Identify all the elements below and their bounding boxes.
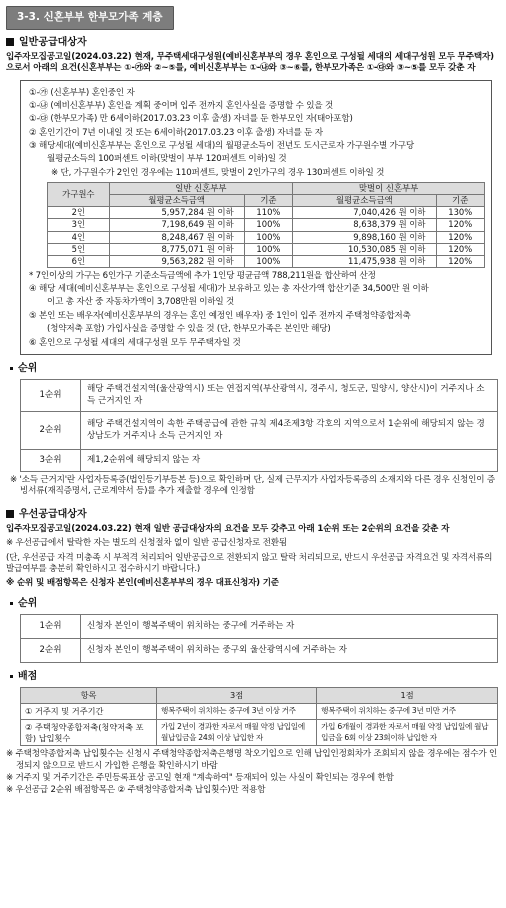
req-savings-1: ⑤ 본인 또는 배우자(예비신혼부부의 경우는 혼인 예정인 배우자) 중 1인이 입주 전까지 주택청약종합저축 — [29, 310, 411, 321]
th-item: 항목 — [21, 688, 157, 704]
priority-intro: 입주자모집공고일(2024.03.22) 현재 일반 공급대상자의 요건을 모두 갖추고 아래 1순위 또는 2순위의 요건을 갖춘 자 — [6, 523, 450, 534]
req-income-2: 월평균소득의 100퍼센트 이하(맞벌이 부부 120퍼센트 이하)일 것 — [47, 154, 287, 165]
score-heading: 배점 — [10, 670, 500, 683]
table-row: ① 거주지 및 거주기간 행복주택이 위치하는 중구에 3년 이상 거주 행복주택이 위치하는 중구에 3년 미만 거주 — [21, 703, 498, 719]
requirements-box — [20, 80, 492, 355]
req-prenewlywed: ①-㉯ (예비신혼부부) 혼인을 계획 중이며 입주 전까지 혼인사실을 증명할 수 있을 것 — [29, 101, 334, 112]
section-title: 3-3. 신혼부부 한부모가족 계층 — [6, 6, 174, 30]
req-newlywed: ①-㉮ (신혼부부) 혼인중인 자 — [29, 87, 135, 98]
rank-heading: 순위 — [10, 362, 500, 375]
priority-note-3: ※ 순위 및 배점항목은 신청자 본인(예비신혼부부의 경우 대표신청자) 기준 — [6, 578, 279, 589]
table-row: 3순위 제1,2순위에 해당되지 않는 자 — [21, 450, 498, 472]
square-bullet-icon — [6, 38, 14, 46]
table-row: 1순위 신청자 본인이 행복주택이 위치하는 중구에 거주하는 자 — [21, 614, 498, 638]
score-note-2: ※ 거주지 및 거주기간은 주민등록표상 공고일 현재 "계속하여" 등재되어 있는 사실이 확인되는 경우에 한함 — [6, 773, 394, 784]
th-std-general: 기준 — [244, 195, 292, 207]
priority-heading: 우선공급대상자 — [6, 508, 500, 521]
req-no-house: ⑥ 혼인으로 구성될 세대의 세대구성원 모두 무주택자일 것 — [29, 337, 241, 348]
dot-bullet-icon — [10, 367, 13, 370]
rank2-heading: 순위 — [10, 597, 500, 610]
th-income-general: 월평균소득금액 — [109, 195, 244, 207]
table-row: 2순위 해당 주택건설지역이 속한 주택공급에 관한 규칙 제4조제3항 각호의 지역으로서 1순위에 해당되지 않는 경상남도가 거주지나 소득 근거지인 자 — [21, 412, 498, 450]
square-bullet-icon — [6, 510, 14, 518]
priority-note-1: ※ 우선공급에서 탈락한 자는 별도의 신청절차 없이 일반 공급신청자로 전환됨 — [6, 538, 287, 549]
req-marriage-period: ② 혼인기간이 7년 이내일 것 또는 6세이하(2017.03.23 이후 출생) 자녀를 둔 자 — [29, 127, 323, 138]
th-3pt: 3점 — [157, 688, 317, 704]
score-note-3: ※ 우선공급 2순위 배점항목은 ② 주택청약종합저축 납입횟수)만 적용함 — [6, 785, 266, 796]
note-7-persons: * 7인이상의 가구는 6인가구 기준소득금액에 추가 1인당 평균금액 788,211원을 합산하여 산정 — [29, 270, 376, 281]
req-assets-1: ④ 해당 세대(예비신혼부부는 혼인으로 구성될 세대)가 보유하고 있는 총 자산가액 합산기준 34,500만 원 이하 — [29, 284, 429, 295]
table-row: 1순위 해당 주택건설지역(울산광역시) 또는 연접지역(부산광역시, 경주시, 청도군, 밀양시, 양산시)이 거주지나 소득 근거지인 자 — [21, 380, 498, 412]
req-assets-2: 이고 총 자산 중 자동차가액이 3,708만원 이하일 것 — [47, 297, 235, 308]
table-row: 2순위 신청자 본인이 행복주택이 위치하는 중구외 울산광역시에 거주하는 자 — [21, 638, 498, 662]
th-income-dual: 월평균소득금액 — [293, 195, 436, 207]
th-general: 일반 신혼부부 — [109, 183, 292, 195]
dot-bullet-icon — [10, 602, 13, 605]
score-note-1: ※ 주택청약종합저축 납입횟수는 신청시 주택청약종합저축은행명 착오기입으로 인해 납입인정회차가 조회되지 않을 경우에는 점수가 인정되지 않으므로 반드시 가입한 은행을 확인하시기 바람 — [6, 749, 498, 771]
th-1pt: 1점 — [317, 688, 498, 704]
th-household: 가구원수 — [48, 183, 110, 207]
table-row: 5인 8,775,071 원 이하 100% 10,530,085 원 이하 120% — [48, 243, 485, 255]
rank2-table — [20, 614, 498, 663]
th-dual: 맞벌이 신혼부부 — [293, 183, 485, 195]
dot-bullet-icon — [10, 675, 13, 678]
table-row: 3인 7,198,649 원 이하 100% 8,638,379 원 이하 120% — [48, 219, 485, 231]
req-income-3: ※ 단, 가구원수가 2인인 경우에는 110퍼센트, 맞벌이 2인가구의 경우 130퍼센트 이하일 것 — [51, 167, 385, 178]
req-savings-2: (청약저축 포함) 가입사실을 증명할 수 있을 것 (단, 한부모가족은 본인만 해당) — [47, 324, 331, 335]
income-table — [47, 182, 485, 268]
table-row: 2인 5,957,284 원 이하 110% 7,040,426 원 이하 130% — [48, 207, 485, 219]
req-single-parent: ①-㉰ (한부모가족) 만 6세이하(2017.03.23 이후 출생) 자녀를 둔 한부모인 자(태아포함) — [29, 114, 353, 125]
rank-table — [20, 379, 498, 472]
table-row: 6인 9,563,282 원 이하 100% 11,475,938 원 이하 120% — [48, 255, 485, 267]
table-row: 4인 8,248,467 원 이하 100% 9,898,160 원 이하 120% — [48, 231, 485, 243]
score-table — [20, 687, 498, 746]
th-std-dual: 기준 — [436, 195, 485, 207]
table-row: ② 주택청약종합저축(청약저축 포함) 납입횟수 가입 2년이 경과한 자로서 매월 약정 납입일에 월납입금을 24회 이상 납입한 자 가입 6개월이 경과한 자로서 매월 약정 납입일에 월납입금을 6회 이상 23회이하 납입한 자 — [21, 719, 498, 746]
general-intro: 입주자모집공고일(2024.03.22) 현재, 무주택세대구성원(예비신혼부부의 경우 혼인으로 구성될 세대의 세대구성원 모두 무주택자)으로서 아래의 요건(신혼부부는 ①-㉮와 ②~⑤를, 예비신혼부부는 ①-㉯와 ③~⑥를, 한부모가족은 ①-㉰와 ③~⑤를 모두 갖춘 자 — [6, 52, 494, 74]
income-base-note: ※ '소득 근거지'란 사업자등록증(법인등기부등본 등)으로 확인하며 단, 실제 근무지가 사업자등록증의 소재지와 다른 경우 신청인이 증빙서류(재직증명서, 근로계약서 등)를 추가 제출할 경우에 인정함 — [10, 475, 495, 497]
general-heading: 일반공급대상자 — [6, 36, 500, 49]
req-income-1: ③ 해당세대(예비신혼부부는 혼인으로 구성될 세대)의 월평균소득이 전년도 도시근로자 가구원수별 가구당 — [29, 141, 414, 152]
priority-note-2: (단, 우선공급 자격 미충족 시 부적격 처리되어 일반공급으로 전환되지 않고 탈락 처리되므로, 반드시 우선공급 자격요건 및 자격서류의 발급여부를 충분히 확인하시고 접수하시기 바랍니다.) — [6, 552, 493, 574]
